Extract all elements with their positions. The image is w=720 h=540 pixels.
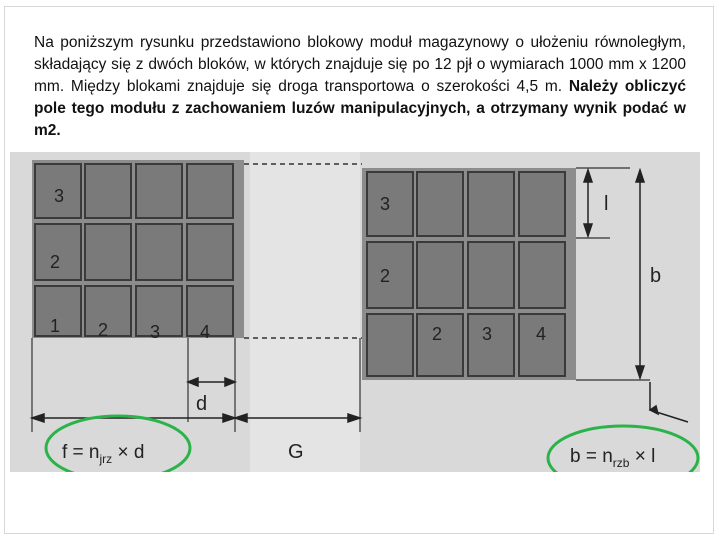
left-block (32, 160, 244, 342)
label-G: G (288, 441, 304, 463)
pallet (367, 314, 413, 376)
col-label: 4 (536, 324, 547, 344)
row-label: 3 (54, 186, 65, 206)
right-block (362, 168, 576, 380)
label-l: l (604, 193, 609, 215)
row-label: 2 (50, 252, 61, 272)
col-label: 2 (98, 320, 109, 340)
pallet (468, 172, 514, 236)
pallet (417, 242, 463, 308)
pallet (187, 224, 233, 280)
col-label: 3 (482, 324, 493, 344)
task-instruction: Należy obliczyć pole tego modułu z zachowaniem luzów manipulacyjnych, a otrzymany wynik podać w m2. (34, 78, 686, 139)
task-text: Na poniższym rysunku przedstawiono blokowy moduł magazynowy o ułożeniu równoległym, składający się z dwóch bloków, w których znajduje się po 12 pjł o wymiarach 1000 mm x 1200 mm. Między blokami znajduje się droga transportowa o szerokości 4,5 m. (34, 34, 686, 95)
transport-road-area (250, 152, 360, 472)
formula-f: $f = n_{jrz} \times d$ (62, 442, 145, 466)
pallet (468, 242, 514, 308)
figure-drawing (10, 152, 700, 472)
pallet (85, 224, 131, 280)
col-label: 3 (150, 322, 161, 342)
pallet (417, 172, 463, 236)
formula-b: $b = n_{rzb} \times l$ (570, 446, 656, 470)
warehouse-module-figure (10, 152, 700, 472)
col-label: 2 (432, 324, 443, 344)
pallet (85, 164, 131, 218)
col-label: 4 (200, 322, 211, 342)
pallet (136, 224, 182, 280)
pallet (136, 164, 182, 218)
label-b: b (650, 265, 662, 287)
task-description (34, 32, 686, 142)
label-d: d (196, 393, 208, 415)
pallet (519, 172, 565, 236)
pallet (187, 164, 233, 218)
row-label: 3 (380, 194, 391, 214)
pallet (519, 242, 565, 308)
row-label: 2 (380, 266, 391, 286)
row-label: 1 (50, 316, 61, 336)
